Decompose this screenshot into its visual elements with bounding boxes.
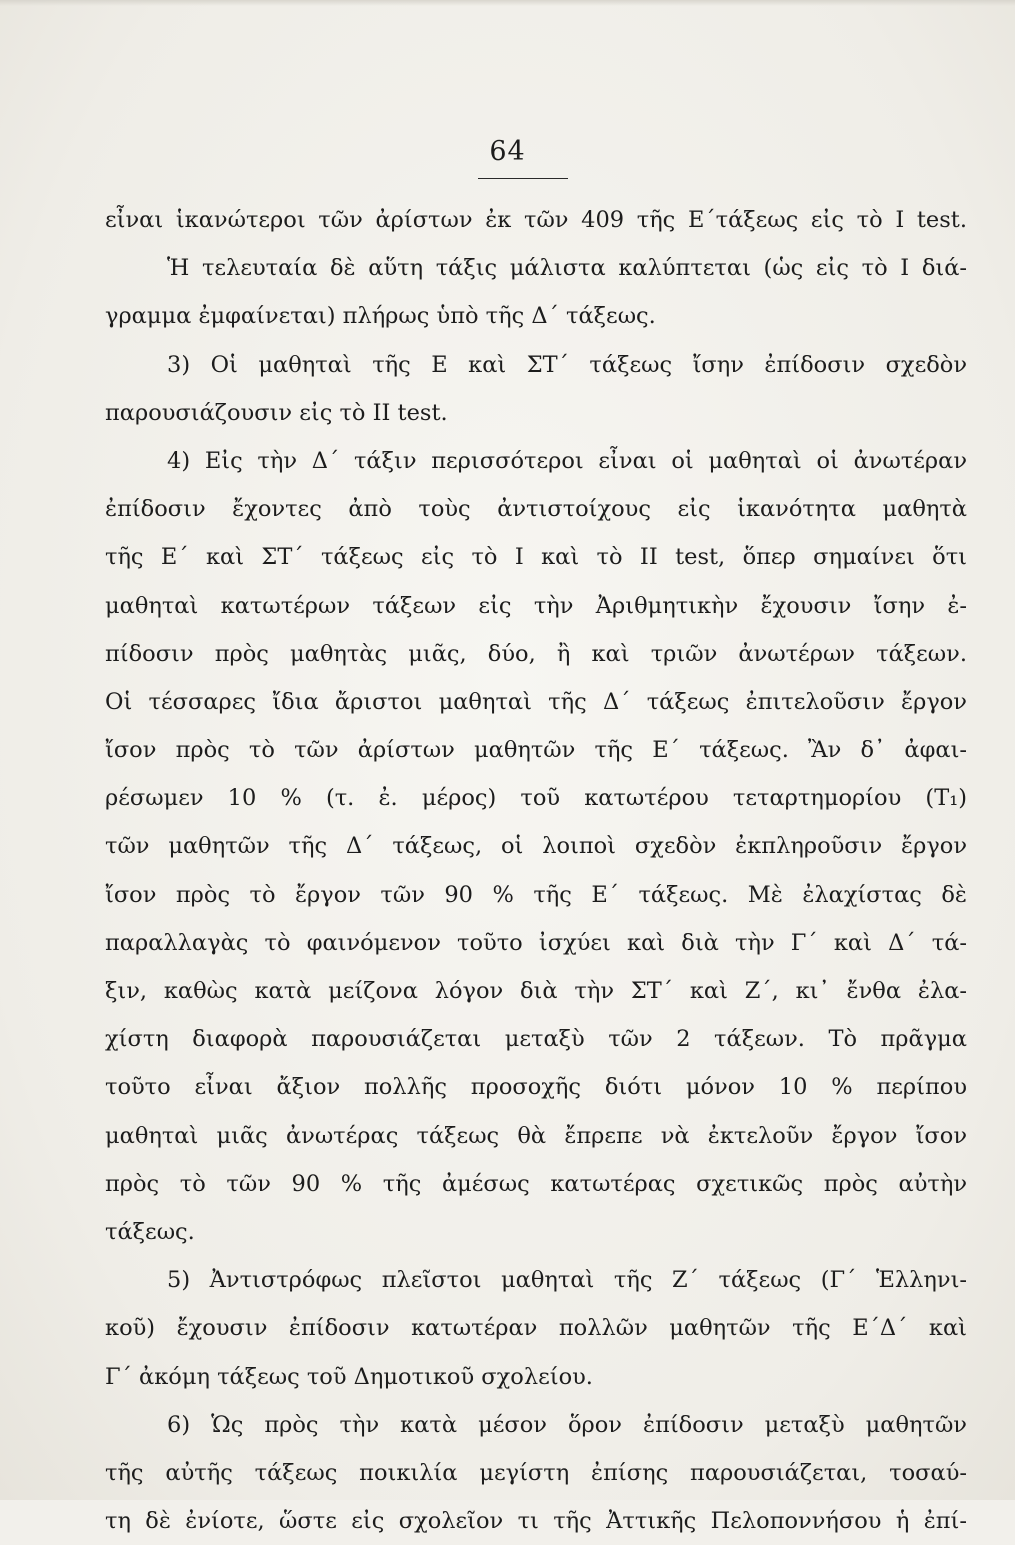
text-line: τάξεως. [105, 1218, 195, 1245]
text-line: τῶν μαθητῶν τῆς Δ΄ τάξεως, οἱ λοιποὶ σχεδὸν ἐκπληροῦσιν ἔργον [105, 833, 967, 860]
text-line: 6) Ὡς πρὸς τὴν κατὰ μέσον ὅρον ἐπίδοσιν μεταξὺ μαθητῶν [167, 1411, 967, 1438]
text-line: πρὸς τὸ τῶν 90 % τῆς ἀμέσως κατωτέρας σχετικῶς πρὸς αὐτὴν [105, 1170, 967, 1197]
text-line: Γ΄ ἀκόμη τάξεως τοῦ Δημοτικοῦ σχολείου. [105, 1363, 593, 1390]
text-line: 4) Εἰς τὴν Δ΄ τάξιν περισσότεροι εἶναι οἱ μαθηταὶ οἱ ἀνωτέραν [167, 447, 967, 474]
text-line: χίστη διαφορὰ παρουσιάζεται μεταξὺ τῶν 2 τάξεων. Τὸ πρᾶγμα [105, 1026, 967, 1053]
text-line: ξιν, καθὼς κατὰ μείζονα λόγον διὰ τὴν ΣΤ΄ καὶ Ζ΄, κι᾿ ἔνθα ἐλα- [105, 978, 967, 1004]
text-line: τοῦτο εἶναι ἄξιον πολλῆς προσοχῆς διότι μόνον 10 % περίπου [105, 1074, 967, 1101]
text-line: 3) Οἱ μαθηταὶ τῆς Ε καὶ ΣΤ΄ τάξεως ἴσην ἐπίδοσιν σχεδὸν [167, 351, 967, 378]
page-number-rule [478, 178, 568, 179]
body-text [105, 196, 967, 1545]
text-line: παρουσιάζουσιν εἰς τὸ II test. [105, 399, 448, 426]
text-line: Ἡ τελευταία δὲ αὕτη τάξις μάλιστα καλύπτεται (ὡς εἰς τὸ I διά- [167, 255, 967, 282]
text-line: ἴσον πρὸς τὸ ἔργον τῶν 90 % τῆς Ε΄ τάξεως. Μὲ ἐλαχίστας δὲ [105, 881, 967, 908]
text-line: 5) Ἀντιστρόφως πλεῖστοι μαθηταὶ τῆς Ζ΄ τάξεως (Γ΄ Ἑλληνι- [167, 1267, 967, 1294]
text-line: τῆς αὐτῆς τάξεως ποικιλία μεγίστη ἐπίσης παρουσιάζεται, τοσαύ- [105, 1459, 967, 1486]
page-edge-shadow [0, 0, 1015, 6]
text-line: τη δὲ ἐνίοτε, ὥστε εἰς σχολεῖον τι τῆς Ἀττικῆς Πελοποννήσου ἡ ἐπί- [105, 1508, 967, 1535]
text-line: παραλλαγὰς τὸ φαινόμενον τοῦτο ἰσχύει καὶ διὰ τὴν Γ΄ καὶ Δ΄ τά- [105, 929, 967, 956]
text-line: εἶναι ἱκανώτεροι τῶν ἀρίστων ἐκ τῶν 409 τῆς Ε΄τάξεως εἰς τὸ I test. [105, 207, 967, 233]
page-number: 64 [489, 136, 526, 167]
text-line: τῆς Ε΄ καὶ ΣΤ΄ τάξεως εἰς τὸ I καὶ τὸ II test, ὅπερ σημαίνει ὅτι [105, 544, 967, 571]
text-line: Οἱ τέσσαρες ἴδια ἄριστοι μαθηταὶ τῆς Δ΄ τάξεως ἐπιτελοῦσιν ἔργον [105, 688, 967, 715]
text-line: πίδοσιν πρὸς μαθητὰς μιᾶς, δύο, ἢ καὶ τριῶν ἀνωτέρων τάξεων. [105, 640, 967, 667]
text-line: μαθηταὶ κατωτέρων τάξεων εἰς τὴν Ἀριθμητικὴν ἔχουσιν ἴσην ἐ- [105, 592, 967, 619]
text-line: γραμμα ἐμφαίνεται) πλήρως ὑπὸ τῆς Δ΄ τάξεως. [105, 303, 656, 330]
text-line: μαθηταὶ μιᾶς ἀνωτέρας τάξεως θὰ ἔπρεπε νὰ ἐκτελοῦν ἔργον ἴσον [105, 1122, 967, 1149]
text-line: ρέσωμεν 10 % (τ. ἐ. μέρος) τοῦ κατωτέρου τεταρτημορίου (T₁) [105, 785, 967, 812]
text-line: κοῦ) ἔχουσιν ἐπίδοσιν κατωτέραν πολλῶν μαθητῶν τῆς Ε΄Δ΄ καὶ [105, 1315, 967, 1342]
text-line: ἐπίδοσιν ἔχοντες ἀπὸ τοὺς ἀντιστοίχους εἰς ἱκανότητα μαθητὰ [105, 496, 967, 523]
text-line: ἴσον πρὸς τὸ τῶν ἀρίστων μαθητῶν τῆς Ε΄ τάξεως. Ἂν δ᾿ ἀφαι- [105, 737, 967, 764]
